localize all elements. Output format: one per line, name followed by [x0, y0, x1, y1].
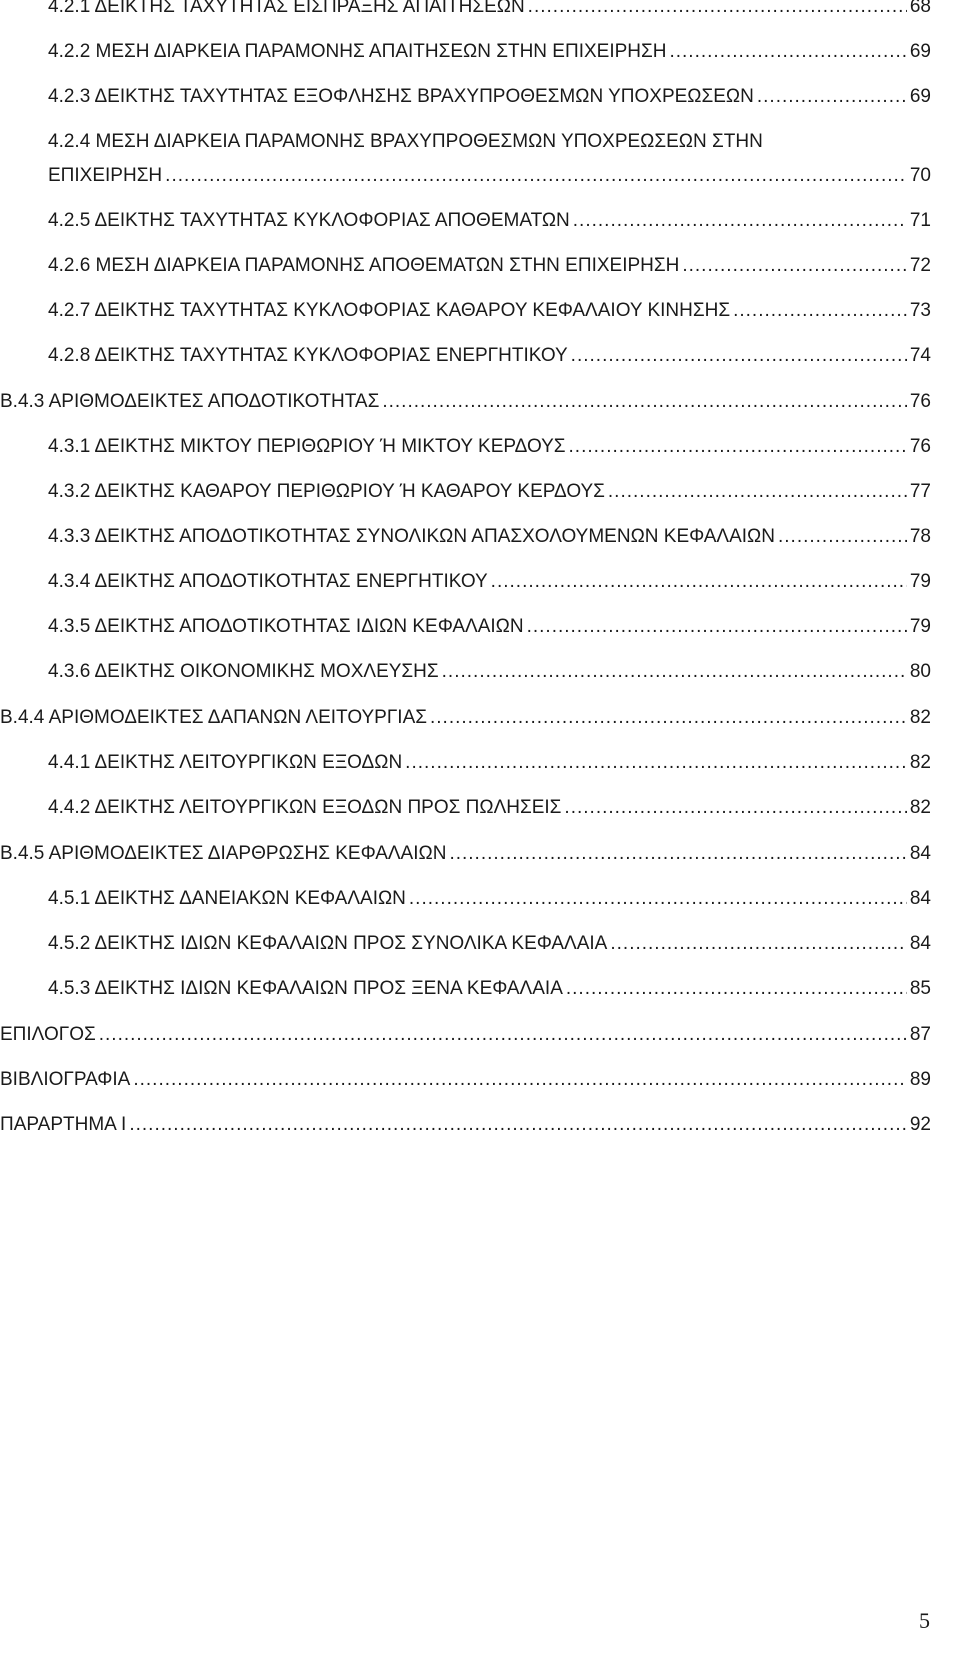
toc-entry-label: 4.4.1 ΔΕΙΚΤΗΣ ΛΕΙΤΟΥΡΓΙΚΩΝ ΕΞΟΔΩΝ	[48, 752, 403, 773]
toc-entry[interactable]	[0, 82, 931, 112]
toc-entry-label: 4.3.4 ΔΕΙΚΤΗΣ ΑΠΟΔΟΤΙΚΟΤΗΤΑΣ ΕΝΕΡΓΗΤΙΚΟΥ	[48, 571, 488, 592]
toc-entry-label: 4.3.6 ΔΕΙΚΤΗΣ ΟΙΚΟΝΟΜΙΚΗΣ ΜΟΧΛΕΥΣΗΣ	[48, 661, 439, 682]
toc-entry[interactable]	[0, 251, 931, 281]
toc-entry-page: 69	[909, 41, 931, 62]
dot-leader	[608, 477, 907, 507]
toc-entry-page: 76	[909, 391, 931, 412]
toc-entry[interactable]	[0, 432, 931, 462]
toc-entry-page: 82	[909, 707, 931, 728]
toc-entry-page: 84	[909, 843, 931, 864]
toc-entry-label: 4.2.7 ΔΕΙΚΤΗΣ ΤΑΧΥΤΗΤΑΣ ΚΥΚΛΟΦΟΡΙΑΣ ΚΑΘΑΡΟΥ ΚΕΦΑΛΑΙΟΥ ΚΙΝΗΣΗΣ	[48, 300, 731, 321]
dot-leader	[733, 296, 907, 326]
toc-entry-label: 4.5.2 ΔΕΙΚΤΗΣ ΙΔΙΩΝ ΚΕΦΑΛΑΙΩΝ ΠΡΟΣ ΣΥΝΟΛΙΚΑ ΚΕΦΑΛΑΙΑ	[48, 933, 608, 954]
dot-leader	[669, 37, 906, 67]
toc-entry-label: 4.3.2 ΔΕΙΚΤΗΣ ΚΑΘΑΡΟΥ ΠΕΡΙΘΩΡΙΟΥ Ή ΚΑΘΑΡΟΥ ΚΕΡΔΟΥΣ	[48, 481, 605, 502]
toc-entry-page: 69	[909, 86, 931, 107]
toc-entry-page: 79	[909, 571, 931, 592]
toc-entry-label: Β.4.3 ΑΡΙΘΜΟΔΕΙΚΤΕΣ ΑΠΟΔΟΤΙΚΟΤΗΤΑΣ	[0, 391, 380, 412]
dot-leader	[430, 703, 907, 733]
toc-entry[interactable]	[0, 567, 931, 597]
toc-entry-label: 4.2.6 ΜΕΣΗ ΔΙΑΡΚΕΙΑ ΠΑΡΑΜΟΝΗΣ ΑΠΟΘΕΜΑΤΩΝ ΣΤΗΝ ΕΠΙΧΕΙΡΗΣΗ	[48, 255, 680, 276]
toc-entry-page: 79	[909, 616, 931, 637]
toc-entry-page: 80	[909, 661, 931, 682]
dot-leader	[610, 929, 907, 959]
toc-entry[interactable]	[0, 341, 931, 371]
toc-entry[interactable]	[0, 748, 931, 778]
toc-entry-page: 89	[909, 1069, 931, 1090]
dot-leader	[165, 161, 907, 191]
toc-entry-label: 4.3.3 ΔΕΙΚΤΗΣ ΑΠΟΔΟΤΙΚΟΤΗΤΑΣ ΣΥΝΟΛΙΚΩΝ ΑΠΑΣΧΟΛΟΥΜΕΝΩΝ ΚΕΦΑΛΑΙΩΝ	[48, 526, 775, 547]
page-number: 5	[919, 1608, 930, 1633]
dot-leader	[405, 748, 907, 778]
toc-entry-label[interactable]: 4.2.4 ΜΕΣΗ ΔΙΑΡΚΕΙΑ ΠΑΡΑΜΟΝΗΣ ΒΡΑΧΥΠΡΟΘΕΣΜΩΝ ΥΠΟΧΡΕΩΣΕΩΝ ΣΤΗΝ	[48, 131, 763, 152]
toc-entry-page: 68	[909, 0, 931, 17]
toc-entry[interactable]	[0, 296, 931, 326]
toc-entry-page: 78	[909, 526, 931, 547]
toc-entry-label: Β.4.5 ΑΡΙΘΜΟΔΕΙΚΤΕΣ ΔΙΑΡΘΡΩΣΗΣ ΚΕΦΑΛΑΙΩΝ	[0, 843, 447, 864]
dot-leader	[778, 522, 907, 552]
toc-entry-label: 4.4.2 ΔΕΙΚΤΗΣ ΛΕΙΤΟΥΡΓΙΚΩΝ ΕΞΟΔΩΝ ΠΡΟΣ ΠΩΛΗΣΕΙΣ	[48, 797, 562, 818]
toc-entry-page: 84	[909, 933, 931, 954]
toc-section-entry[interactable]	[0, 703, 931, 733]
toc-chapter-entry[interactable]	[0, 1065, 931, 1095]
dot-leader	[491, 567, 907, 597]
toc-entry-label: Β.4.4 ΑΡΙΘΜΟΔΕΙΚΤΕΣ ΔΑΠΑΝΩΝ ΛΕΙΤΟΥΡΓΙΑΣ	[0, 707, 427, 728]
toc-entry[interactable]	[0, 793, 931, 823]
toc-entry-page: 82	[909, 797, 931, 818]
toc-entry-page: 84	[909, 888, 931, 909]
dot-leader	[564, 793, 906, 823]
toc-section-entry[interactable]	[0, 387, 931, 417]
toc-entry-page: 82	[909, 752, 931, 773]
toc-entry[interactable]	[0, 929, 931, 959]
dot-leader	[757, 82, 907, 112]
toc-entry-label: 4.5.3 ΔΕΙΚΤΗΣ ΙΔΙΩΝ ΚΕΦΑΛΑΙΩΝ ΠΡΟΣ ΞΕΝΑ ΚΕΦΑΛΑΙΑ	[48, 978, 563, 999]
toc-entry[interactable]	[0, 884, 931, 914]
dot-leader	[129, 1110, 907, 1140]
dot-leader	[133, 1065, 907, 1095]
dot-leader	[442, 657, 907, 687]
toc-entry-label: 4.2.3 ΔΕΙΚΤΗΣ ΤΑΧΥΤΗΤΑΣ ΕΞΟΦΛΗΣΗΣ ΒΡΑΧΥΠΡΟΘΕΣΜΩΝ ΥΠΟΧΡΕΩΣΕΩΝ	[48, 86, 754, 107]
toc-entry[interactable]	[0, 657, 931, 687]
dot-leader	[99, 1020, 907, 1050]
toc-entry[interactable]	[0, 206, 931, 236]
toc-entry-label: ΠΑΡΑΡΤΗΜΑ Ι	[0, 1114, 127, 1135]
dot-leader	[528, 0, 907, 22]
toc-section-entry[interactable]	[0, 839, 931, 869]
dot-leader	[527, 612, 907, 642]
toc-entry-label: 4.2.5 ΔΕΙΚΤΗΣ ΤΑΧΥΤΗΤΑΣ ΚΥΚΛΟΦΟΡΙΑΣ ΑΠΟΘΕΜΑΤΩΝ	[48, 210, 570, 231]
dot-leader	[382, 387, 907, 417]
toc-entry-continuation: ΕΠΙΧΕΙΡΗΣΗ	[48, 165, 163, 186]
toc-entry[interactable]	[0, 522, 931, 552]
toc-entry-label: ΕΠΙΛΟΓΟΣ	[0, 1024, 96, 1045]
toc-entry-page: 76	[909, 436, 931, 457]
toc-entry-page: 92	[909, 1114, 931, 1135]
toc-chapter-entry[interactable]	[0, 1110, 931, 1140]
dot-leader	[571, 341, 907, 371]
toc-chapter-entry[interactable]	[0, 1020, 931, 1050]
dot-leader	[566, 974, 907, 1004]
toc-entry[interactable]	[0, 161, 931, 191]
toc-entry-label: 4.2.1 ΔΕΙΚΤΗΣ ΤΑΧΥΤΗΤΑΣ ΕΙΣΠΡΑΞΗΣ ΑΠΑΙΤΗΣΕΩΝ	[48, 0, 525, 17]
toc-entry-page: 85	[909, 978, 931, 999]
toc-entry-label: 4.2.2 ΜΕΣΗ ΔΙΑΡΚΕΙΑ ΠΑΡΑΜΟΝΗΣ ΑΠΑΙΤΗΣΕΩΝ ΣΤΗΝ ΕΠΙΧΕΙΡΗΣΗ	[48, 41, 667, 62]
toc-entry-label: ΒΙΒΛΙΟΓΡΑΦΙΑ	[0, 1069, 131, 1090]
dot-leader	[409, 884, 907, 914]
toc-entry-label: 4.5.1 ΔΕΙΚΤΗΣ ΔΑΝΕΙΑΚΩΝ ΚΕΦΑΛΑΙΩΝ	[48, 888, 406, 909]
toc-entry-page: 71	[909, 210, 931, 231]
toc-entry-page: 70	[909, 165, 931, 186]
toc-entry-page: 74	[909, 345, 931, 366]
dot-leader	[682, 251, 907, 281]
dot-leader	[449, 839, 906, 869]
toc-entry[interactable]	[0, 0, 931, 22]
toc-entry-page: 87	[909, 1024, 931, 1045]
toc-entry[interactable]	[0, 37, 931, 67]
toc-entry[interactable]	[0, 974, 931, 1004]
toc-entry-page: 73	[909, 300, 931, 321]
toc-entry-label: 4.2.8 ΔΕΙΚΤΗΣ ΤΑΧΥΤΗΤΑΣ ΚΥΚΛΟΦΟΡΙΑΣ ΕΝΕΡΓΗΤΙΚΟΥ	[48, 345, 568, 366]
dot-leader	[573, 206, 907, 236]
toc-entry[interactable]	[0, 477, 931, 507]
toc-entry-label: 4.3.5 ΔΕΙΚΤΗΣ ΑΠΟΔΟΤΙΚΟΤΗΤΑΣ ΙΔΙΩΝ ΚΕΦΑΛΑΙΩΝ	[48, 616, 524, 637]
dot-leader	[569, 432, 907, 462]
toc-entry-label: 4.3.1 ΔΕΙΚΤΗΣ ΜΙΚΤΟΥ ΠΕΡΙΘΩΡΙΟΥ Ή ΜΙΚΤΟΥ ΚΕΡΔΟΥΣ	[48, 436, 566, 457]
toc-entry[interactable]	[0, 612, 931, 642]
toc-entry-page: 72	[909, 255, 931, 276]
toc-entry-page: 77	[909, 481, 931, 502]
